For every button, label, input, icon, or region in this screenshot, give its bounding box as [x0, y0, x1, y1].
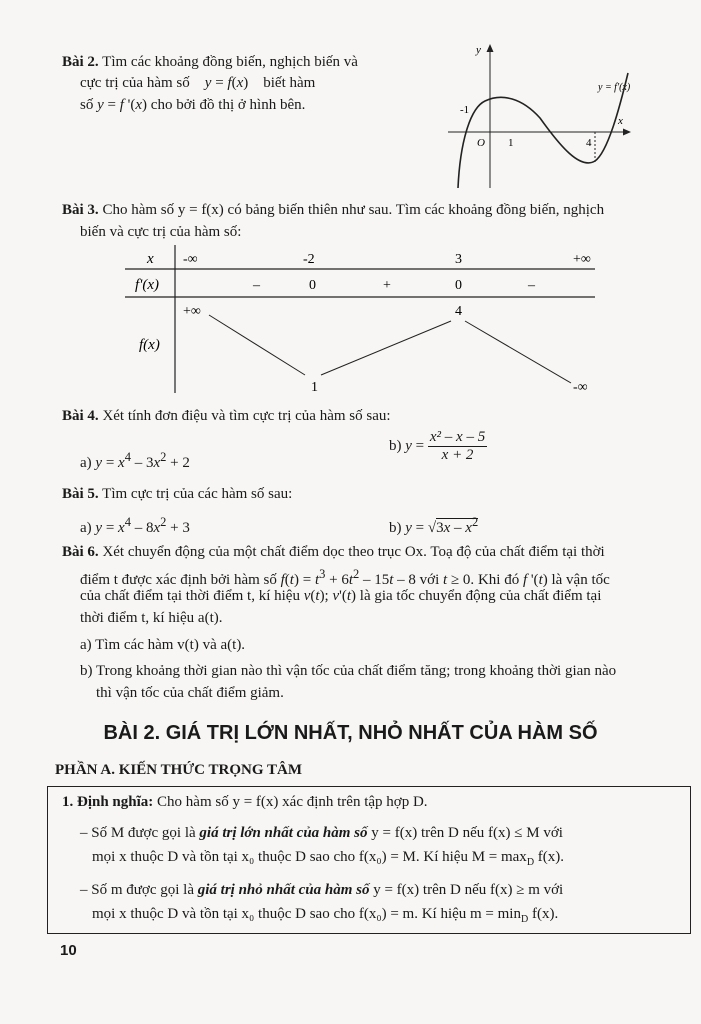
vt-fp-zero1: 0 [309, 278, 316, 293]
bai2-line1: Bài 2. Tìm các khoảng đồng biến, nghịch biến và [62, 54, 358, 70]
bai5-b: b) $y = √3x - x^2$ [389, 515, 479, 536]
bai6-qb1: b) Trong khoảng thời gian nào thì vận tốc của chất điểm tăng; trong khoảng thời gian nào [80, 663, 617, 679]
bai5-line: Bài 5. Tìm cực trị của các hàm số sau: [62, 486, 293, 502]
section-title: BÀI 2. GIÁ TRỊ LỚN NHẤT, NHỎ NHẤT CỦA HÀM SỐ [103, 722, 598, 744]
vt-x-neg-inf: -∞ [183, 252, 198, 267]
bai2-line3: số y = f '(x) cho bởi đồ thị ở hình bên. [80, 97, 306, 113]
graph-tick-4: 4 [586, 137, 592, 149]
graph-x-label: x [618, 115, 623, 127]
bai6-line1: Bài 6. Xét chuyển động của một chất điểm dọc theo trục Ox. Toạ độ của chất điểm tại thời [62, 544, 605, 560]
vt-fp-zero2: 0 [455, 278, 462, 293]
bai6-line4: thời điểm t, kí hiệu a(t). [80, 610, 223, 626]
max-line2: mọi x thuộc D và tồn tại x₀ thuộc D sao cho f(x₀) = M. Kí hiệu $M = \max_D f(x)$. [92, 849, 565, 868]
graph-y-label: y [476, 44, 481, 56]
graph-curve-label: y = f'(x) [598, 82, 631, 93]
bai4-a: a) $y = x^4 - 3x^2 + 2$ [80, 450, 190, 471]
bai2-label: Bài 2. [62, 54, 99, 70]
bai2-line2: cực trị của hàm số y = f(x) biết hàm [80, 75, 316, 91]
bai3-line1: Bài 3. Cho hàm số y = f(x) có bảng biến thiên như sau. Tìm các khoảng đồng biến, nghịch [62, 202, 605, 218]
vt-f-pos-inf: +∞ [183, 304, 201, 319]
bai2-derivative-graph [440, 38, 640, 198]
bai4-label: Bài 4. [62, 408, 99, 424]
bai6-label: Bài 6. [62, 544, 99, 560]
page-number: 10 [60, 942, 77, 959]
vt-fp-sign3: – [528, 278, 535, 293]
vt-x-pos-inf: +∞ [573, 252, 591, 267]
graph-tick-neg1: -1 [460, 104, 470, 116]
bai5-label: Bài 5. [62, 486, 99, 502]
min-term: giá trị nhỏ nhất của hàm số [197, 882, 370, 898]
vt-x-label: x [147, 251, 154, 267]
bai6-qa: a) Tìm các hàm v(t) và a(t). [80, 637, 246, 653]
bai6-line2: điểm t được xác định bởi hàm số $f(t) = t^3 + 6t^2 - 15t - 8$ với t ≥ 0. Khi đó f '(t) là vận tốc [80, 567, 610, 588]
bai4-line: Bài 4. Xét tính đơn điệu và tìm cực trị của hàm số sau: [62, 408, 391, 424]
vt-fp-label: f'(x) [135, 277, 160, 293]
part-heading: PHẦN A. KIẾN THỨC TRỌNG TÂM [55, 762, 302, 778]
bai3-label: Bài 3. [62, 202, 99, 218]
vt-x-neg2: -2 [303, 252, 315, 267]
bai4-b: b) y = $\frac{\text{x² – x – 5}}{x + 2}$ [389, 429, 486, 463]
bai6-qb2: thì vận tốc của chất điểm giảm. [96, 685, 284, 701]
max-term: giá trị lớn nhất của hàm số [199, 825, 368, 841]
vt-x-3: 3 [455, 252, 462, 267]
min-line2: mọi x thuộc D và tồn tại x₀ thuộc D sao cho f(x₀) = m. Kí hiệu $m = \min_D f(x)$. [92, 906, 559, 925]
vt-fp-sign1: – [253, 278, 260, 293]
bai5-a: a) $y = x^4 - 8x^2 + 3$ [80, 515, 190, 536]
vt-f-label: f(x) [139, 337, 160, 353]
bai3-line2: biến và cực trị của hàm số: [80, 224, 242, 240]
max-line1: – Số M được gọi là giá trị lớn nhất của hàm số y = f(x) trên D nếu f(x) ≤ M với [80, 825, 563, 841]
vt-f-min: 1 [311, 380, 318, 395]
graph-tick-1: 1 [508, 137, 514, 149]
min-line1: – Số m được gọi là giá trị nhỏ nhất của hàm số y = f(x) trên D nếu f(x) ≥ m với [80, 882, 564, 898]
bai4-b-fraction: $\frac{\text{x² – x – 5}}{x + 2}$ [429, 429, 486, 463]
vt-f-max: 4 [455, 304, 462, 319]
bai6-line3: của chất điểm tại thời điểm t, kí hiệu v(t); v'(t) là gia tốc chuyển động của chất điểm tại [80, 588, 602, 604]
def-line: 1. Định nghĩa: Cho hàm số y = f(x) xác định trên tập hợp D. [62, 794, 428, 810]
variation-table [125, 245, 600, 395]
vt-f-neg-inf: -∞ [573, 380, 588, 395]
vt-fp-sign2: + [383, 278, 391, 293]
graph-origin: O [477, 137, 485, 149]
def-label: 1. Định nghĩa: [62, 794, 154, 810]
